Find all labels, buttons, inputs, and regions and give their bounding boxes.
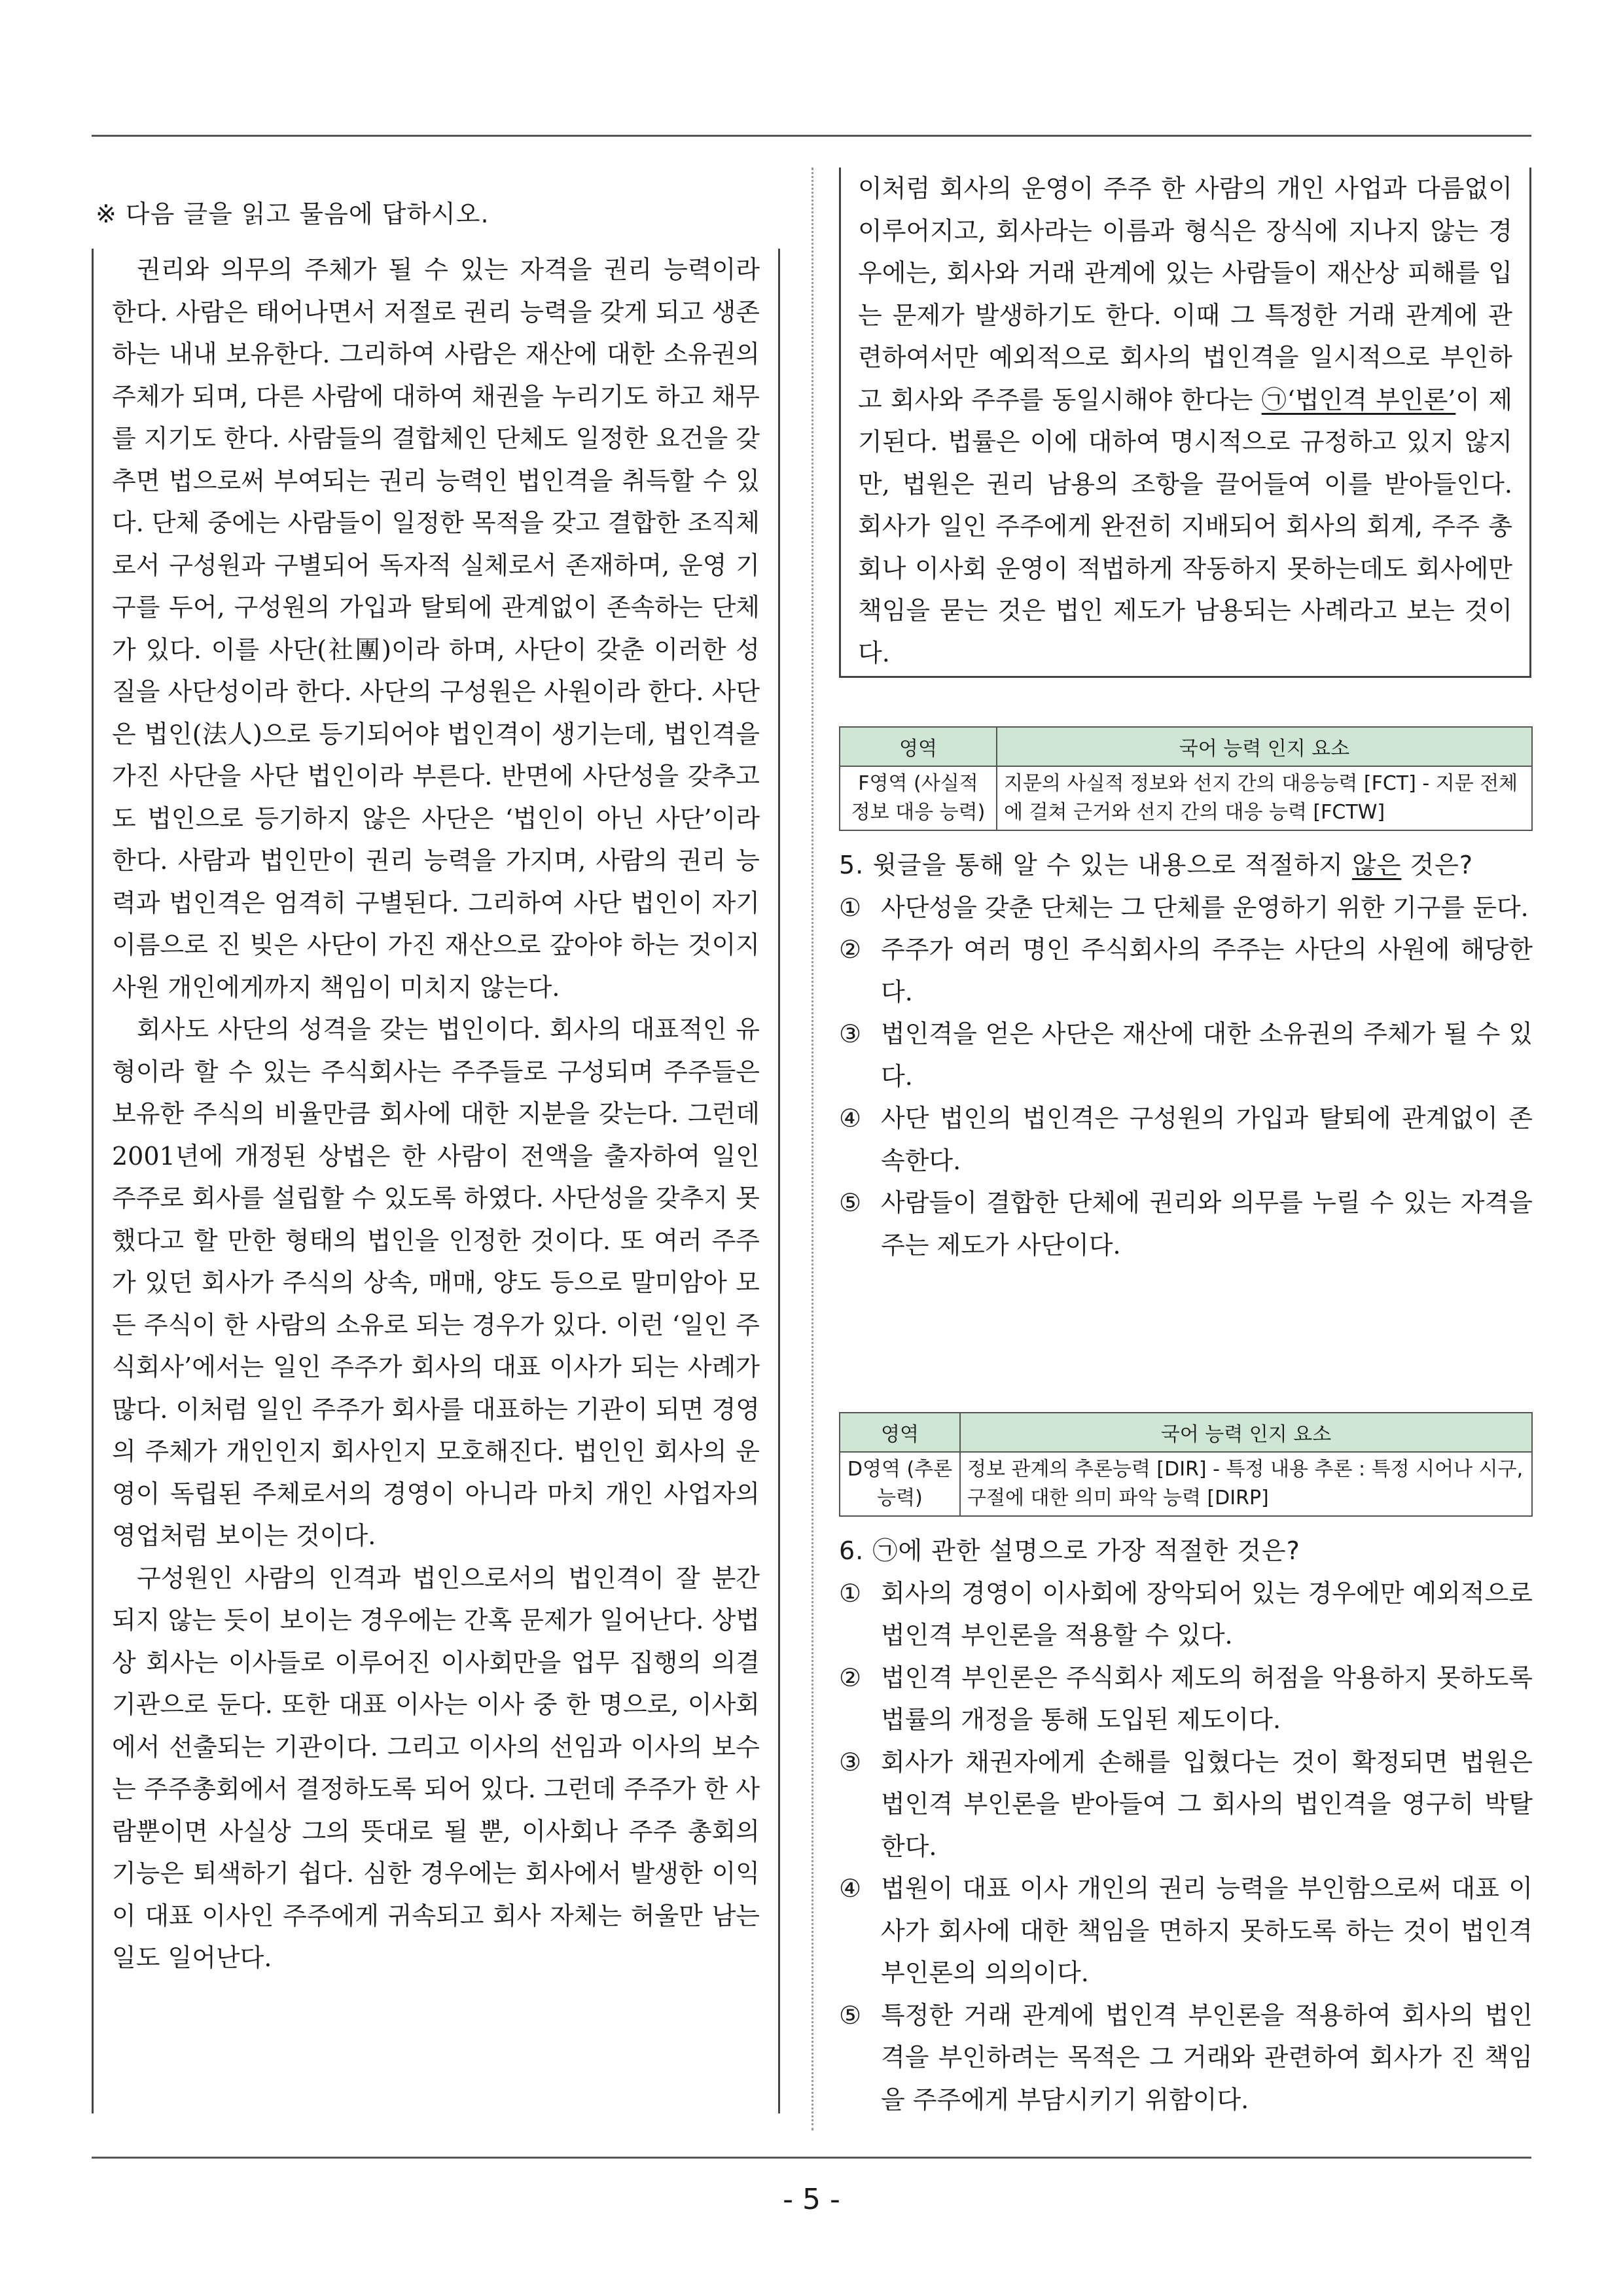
q6-option-1-num: ① [839,1578,862,1608]
passage-left-box [92,249,780,2113]
table1-area: F영역 (사실적 정보 대응 능력) [840,766,997,830]
q6-option-3-num: ③ [839,1747,862,1776]
q5-option-2[interactable] [839,928,1533,1013]
q5-stem-part-b: 것은? [1401,851,1474,879]
passage-p4-part-b: 이 제기된다. 법률은 이에 대하여 명시적으로 규정하고 있지 않지만, 법원은 권리 남용의 조항을 끌어들여 이를 받아들인다. 회사가 일인 주주에게 완전히 지배되어 회사의 회계, 주주 총회나 이사회 운영이 적법하게 작동하지 못하는데도 회사에만 책임을 묻는 것은 법인 제도가 남용되는 사례라고 보는 것이다. [858,385,1512,667]
q5-option-1-num: ① [839,892,862,922]
page-number: - 5 - [783,2183,840,2216]
q6-option-3-text: 회사가 채권자에게 손해를 입혔다는 것이 확정되면 법원은 법인격 부인론을 받아들여 그 회사의 법인격을 영구히 박탈한다. [881,1747,1533,1861]
q5-option-1[interactable] [839,887,1533,929]
q6-stem: 6. ㉠에 관한 설명으로 가장 적절한 것은? [839,1536,1300,1565]
q6-option-4-num: ④ [839,1874,862,1903]
ability-table-1 [839,726,1533,831]
q6-option-2-text: 법인격 부인론은 주식회사 제도의 허점을 악용하지 못하도록 법률의 개정을 통해 도입된 제도이다. [881,1663,1533,1734]
passage-right-box [839,168,1531,678]
q5-option-2-text: 주주가 여러 명인 주식회사의 주주는 사단의 사원에 해당한다. [881,935,1533,1006]
q6-option-1[interactable] [839,1572,1533,1657]
q5-option-3-num: ③ [839,1019,862,1048]
q5-option-5-text: 사람들이 결합한 단체에 권리와 의무를 누릴 수 있는 자격을 주는 제도가 사단이다. [881,1188,1533,1260]
q6-option-3[interactable] [839,1741,1533,1868]
q5-option-1-text: 사단성을 갖춘 단체는 그 단체를 운영하기 위한 기구를 둔다. [881,892,1529,922]
q5-stem [839,844,1533,887]
q6-option-5[interactable] [839,1994,1533,2121]
table2-header-element: 국어 능력 인지 요소 [960,1413,1532,1452]
q6-option-4[interactable] [839,1867,1533,1994]
passage-paragraph-1: 권리와 의무의 주체가 될 수 있는 자격을 권리 능력이라 한다. 사람은 태어나면서 저절로 권리 능력을 갖게 되고 생존하는 내내 보유한다. 그리하여 사람은 재산에 대한 소유권의 주체가 되며, 다른 사람에 대하여 채권을 누리기도 하고 채무를 지기도 한다. 사람들의 결합체인 단체도 일정한 요건을 갖추면 법으로써 부여되는 권리 능력인 법인격을 취득할 수 있다. 단체 중에는 사람들이 일정한 목적을 갖고 결합한 조직체로서 구성원과 구별되어 독자적 실체로서 존재하며, 운영 기구를 두어, 구성원의 가입과 탈퇴에 관계없이 존속하는 단체가 있다. 이를 사단(社團)이라 하며, 사단이 갖춘 이러한 성질을 사단성이라 한다. 사단의 구성원은 사원이라 한다. 사단은 법인(法人)으로 등기되어야 법인격이 생기는데, 법인격을 가진 사단을 사단 법인이라 부른다. 반면에 사단성을 갖추고도 법인으로 등기하지 않은 사단은 ‘법인이 아닌 사단’이라 한다. 사람과 법인만이 권리 능력을 가지며, 사람의 권리 능력과 법인격은 엄격히 구별된다. 그리하여 사단 법인이 자기 이름으로 진 빚은 사단이 가진 재산으로 갚아야 하는 것이지 사원 개인에게까지 책임이 미치지 않는다. [112,255,760,1002]
q5-option-3-text: 법인격을 얻은 사단은 재산에 대한 소유권의 주체가 될 수 있다. [881,1019,1533,1091]
table1-element: 지문의 사실적 정보와 선지 간의 대응능력 [FCT] - 지문 전체에 걸쳐 근거와 선지 간의 대응 능력 [FCTW] [997,766,1532,830]
question-5 [839,844,1533,1266]
passage-p4-part-a: 이처럼 회사의 운영이 주주 한 사람의 개인 사업과 다름없이 이루어지고, 회사라는 이름과 형식은 장식에 지나지 않는 경우에는, 회사와 거래 관계에 있는 사람들이 재산상 피해를 입는 문제가 발생하기도 한다. 이때 그 특정한 거래 관계에 관련하여서만 예외적으로 회사의 법인격을 일시적으로 부인하고 회사와 주주를 동일시해야 한다는 [858,174,1512,414]
q5-option-5[interactable] [839,1182,1533,1266]
passage-paragraph-3: 구성원인 사람의 인격과 법인으로서의 법인격이 잘 분간되지 않는 듯이 보이는 경우에는 간혹 문제가 일어난다. 상법상 회사는 이사들로 이루어진 이사회만을 업무 집행의 의결 기관으로 둔다. 또한 대표 이사는 이사 중 한 명으로, 이사회에서 선출되는 기관이다. 그리고 이사의 선임과 이사의 보수는 주주총회에서 결정하도록 되어 있다. 그런데 주주가 한 사람뿐이면 사실상 그의 뜻대로 될 뿐, 이사회나 주주 총회의 기능은 퇴색하기 쉽다. 심한 경우에는 회사에서 발생한 이익이 대표 이사인 주주에게 귀속되고 회사 자체는 허울만 남는 일도 일어난다. [112,1563,760,1972]
q6-option-5-num: ⑤ [839,2000,862,2030]
q6-option-5-text: 특정한 거래 관계에 법인격 부인론을 적용하여 회사의 법인격을 부인하려는 목적은 그 거래와 관련하여 회사가 진 책임을 주주에게 부담시키기 위함이다. [881,2000,1533,2114]
top-rule [92,135,1531,137]
q6-option-1-text: 회사의 경영이 이사회에 장악되어 있는 경우에만 예외적으로 법인격 부인론을 적용할 수 있다. [881,1578,1533,1650]
q6-option-4-text: 법원이 대표 이사 개인의 권리 능력을 부인함으로써 대표 이사가 회사에 대한 책임을 면하지 못하도록 하는 것이 법인격 부인론의 의의이다. [881,1874,1533,1987]
q5-option-3[interactable] [839,1013,1533,1097]
q5-option-4-text: 사단 법인의 법인격은 구성원의 가입과 탈퇴에 관계없이 존속한다. [881,1104,1533,1175]
marked-term-a: ㉠‘법인격 부인론’ [1261,385,1456,414]
column-divider [812,168,813,2130]
q6-option-2[interactable] [839,1657,1533,1741]
q5-stem-part-a: 5. 윗글을 통해 알 수 있는 내용으로 적절하지 [839,851,1352,879]
q5-option-4-num: ④ [839,1104,862,1133]
bottom-rule [92,2157,1531,2159]
q5-option-4[interactable] [839,1097,1533,1182]
q5-option-5-num: ⑤ [839,1188,862,1217]
question-6 [839,1530,1533,2121]
q6-option-2-num: ② [839,1663,862,1692]
q5-option-2-num: ② [839,935,862,964]
table2-area: D영역 (추론 능력) [840,1452,960,1516]
table1-header-area: 영역 [840,727,997,766]
ability-table-2 [839,1412,1533,1517]
passage-paragraph-4 [858,168,1512,674]
passage-paragraph-2: 회사도 사단의 성격을 갖는 법인이다. 회사의 대표적인 유형이라 할 수 있는 주식회사는 주주들로 구성되며 주주들은 보유한 주식의 비율만큼 회사에 대한 지분을 갖는다. 그런데 2001년에 개정된 상법은 한 사람이 전액을 출자하여 일인 주주로 회사를 설립할 수 있도록 하였다. 사단성을 갖추지 못했다고 할 만한 형태의 법인을 인정한 것이다. 또 여러 주주가 있던 회사가 주식의 상속, 매매, 양도 등으로 말미암아 모든 주식이 한 사람의 소유로 되는 경우가 있다. 이런 ‘일인 주식회사’에서는 일인 주주가 회사의 대표 이사가 되는 사례가 많다. 이처럼 일인 주주가 회사를 대표하는 기관이 되면 경영의 주체가 개인인지 회사인지 모호해진다. 법인인 회사의 운영이 독립된 주체로서의 경영이 아니라 마치 개인 사업자의 영업처럼 보이는 것이다. [112,1015,760,1550]
table1-header-element: 국어 능력 인지 요소 [997,727,1532,766]
table2-header-area: 영역 [840,1413,960,1452]
q5-stem-underlined: 않은 [1351,851,1402,879]
table2-element: 정보 관계의 추론능력 [DIR] - 특정 내용 추론 : 특정 시어나 시구, 구절에 대한 의미 파악 능력 [DIRP] [960,1452,1532,1516]
instruction: ※ 다음 글을 읽고 물음에 답하시오. [96,200,490,228]
